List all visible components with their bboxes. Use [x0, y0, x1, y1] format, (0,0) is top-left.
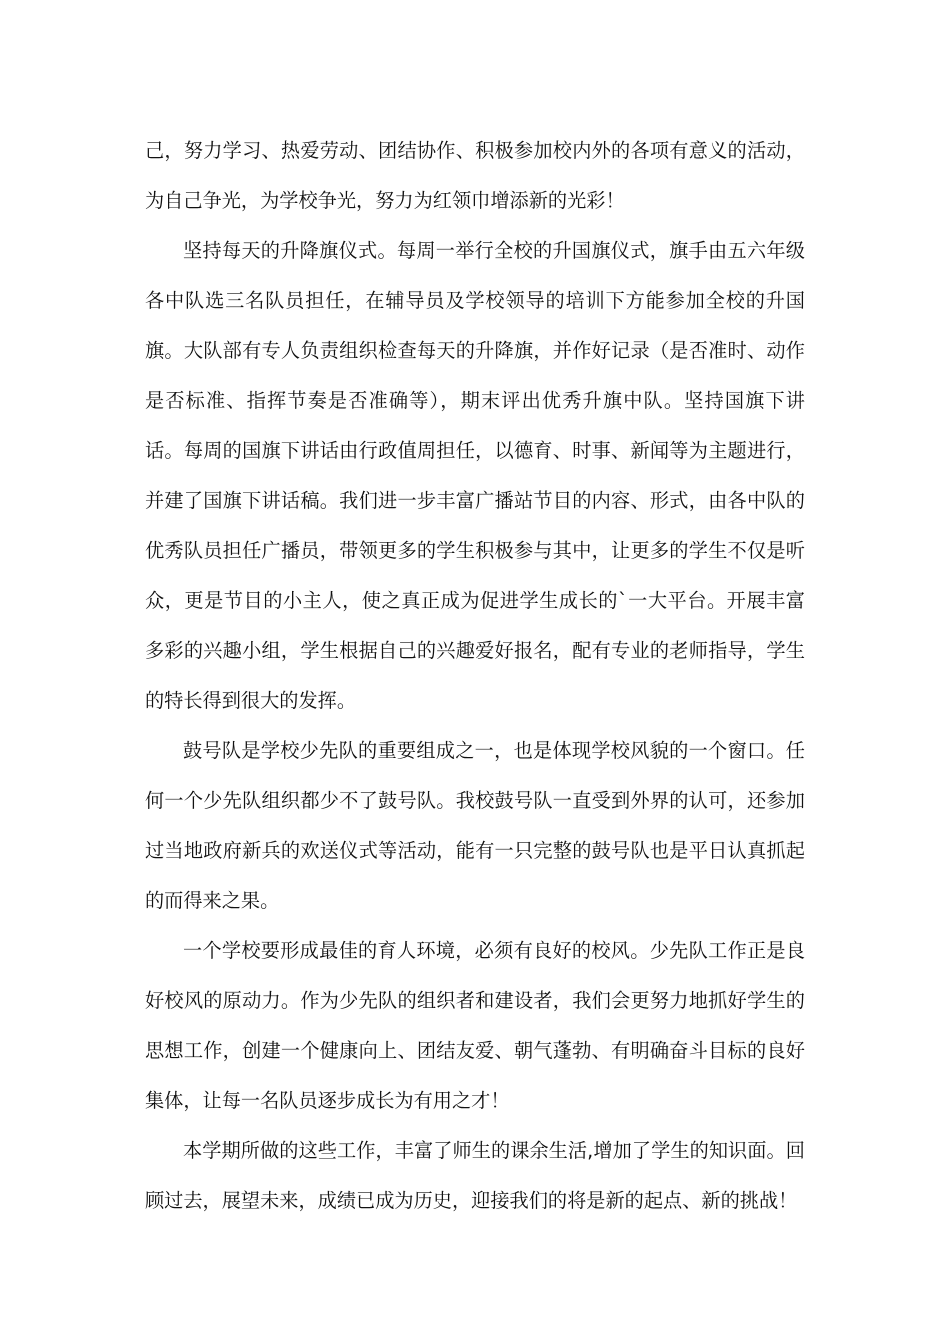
paragraph-flag-ceremony: 坚持每天的升降旗仪式。每周一举行全校的升国旗仪式，旗手由五六年级各中队选三名队员担任，在辅导员及学校领导的培训下方能参加全校的升国旗。大队部有专人负责组织检查每天的升降旗，并作好记录（是否准时、动作是否标准、指挥节奏是否准确等），期末评出优秀升旗中队。坚持国旗下讲话。每周的国旗下讲话由行政值周担任，以德育、时事、新闻等为主题进行，并建了国旗下讲话稿。我们进一步丰富广播站节目的内容、形式，由各中队的优秀队员担任广播员，带领更多的学生积极参与其中，让更多的学生不仅是听众，更是节目的小主人，使之真正成为促进学生成长的`一大平台。开展丰富多彩的兴趣小组，学生根据自己的兴趣爱好报名，配有专业的老师指导，学生的特长得到很大的发挥。 — [145, 239, 805, 712]
paragraph-school-spirit: 一个学校要形成最佳的育人环境，必须有良好的校风。少先队工作正是良好校风的原动力。作为少先队的组织者和建设者，我们会更努力地抓好学生的思想工作，创建一个健康向上、团结友爱、朝气蓬勃、有明确奋斗目标的良好集体，让每一名队员逐步成长为有用之才！ — [145, 939, 805, 1112]
document-body — [145, 126, 805, 1226]
paragraph-continuation: 己，努力学习、热爱劳动、团结协作、积极参加校内外的各项有意义的活动，为自己争光，为学校争光，努力为红领巾增添新的光彩！ — [145, 139, 805, 212]
paragraph-drum-team: 鼓号队是学校少先队的重要组成之一，也是体现学校风貌的一个窗口。任何一个少先队组织都少不了鼓号队。我校鼓号队一直受到外界的认可，还参加过当地政府新兵的欢送仪式等活动，能有一只完整的鼓号队也是平日认真抓起的而得来之果。 — [145, 739, 805, 912]
paragraph-conclusion: 本学期所做的这些工作，丰富了师生的课余生活,增加了学生的知识面。回顾过去，展望未来，成绩已成为历史，迎接我们的将是新的起点、新的挑战！ — [145, 1139, 805, 1212]
